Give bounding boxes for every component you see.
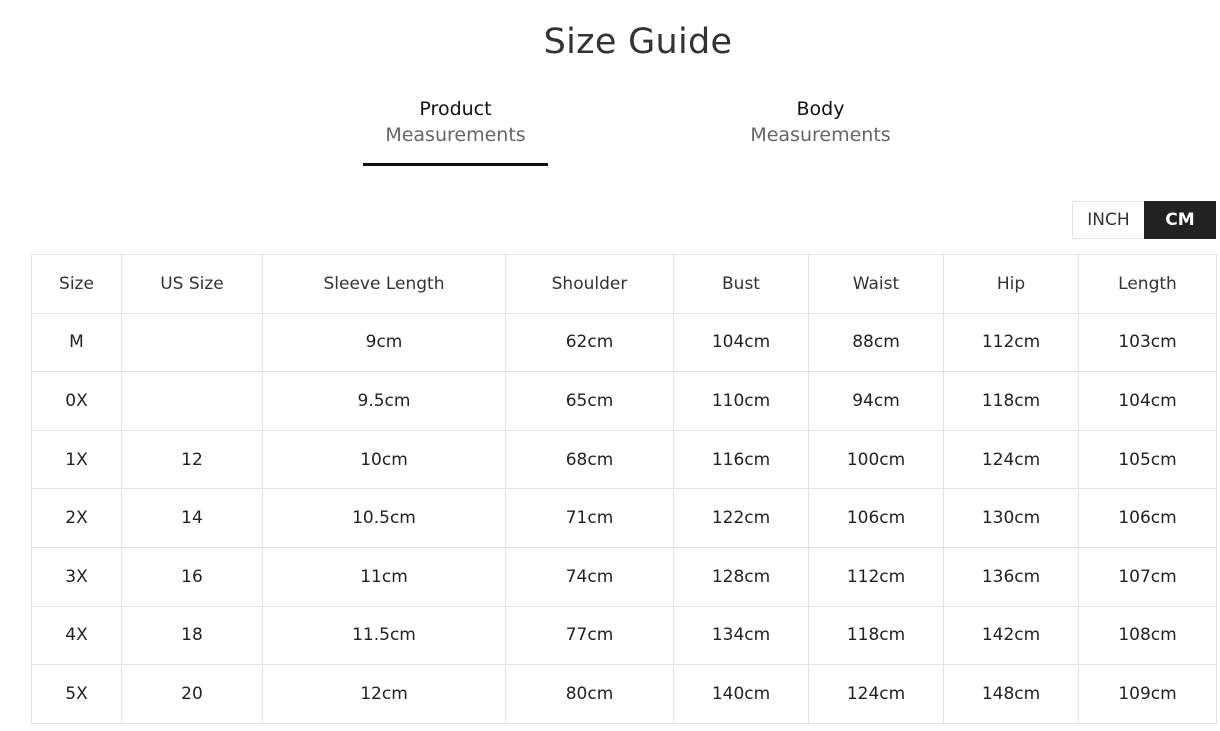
cell-bust: 110cm: [674, 372, 809, 431]
cell-us-size: 18: [122, 606, 263, 665]
cell-bust: 140cm: [674, 665, 809, 724]
cell-us-size: [122, 313, 263, 372]
cell-size: M: [32, 313, 122, 372]
cell-hip: 148cm: [944, 665, 1079, 724]
column-header-hip: Hip: [944, 255, 1079, 314]
column-header-us-size: US Size: [122, 255, 263, 314]
cell-shoulder: 68cm: [506, 430, 674, 489]
table-row: [32, 313, 1217, 372]
cell-shoulder: 71cm: [506, 489, 674, 548]
cell-length: 109cm: [1079, 665, 1217, 724]
cell-shoulder: 74cm: [506, 547, 674, 606]
cell-size: 0X: [32, 372, 122, 431]
cell-hip: 136cm: [944, 547, 1079, 606]
cell-length: 106cm: [1079, 489, 1217, 548]
cell-sleeve-length: 9.5cm: [263, 372, 506, 431]
cell-sleeve-length: 10cm: [263, 430, 506, 489]
cell-waist: 124cm: [809, 665, 944, 724]
cell-us-size: 14: [122, 489, 263, 548]
column-header-shoulder: Shoulder: [506, 255, 674, 314]
tab-label-line1: Product: [419, 98, 492, 120]
cell-sleeve-length: 9cm: [263, 313, 506, 372]
cell-us-size: 20: [122, 665, 263, 724]
cell-bust: 116cm: [674, 430, 809, 489]
cell-length: 108cm: [1079, 606, 1217, 665]
table-row: [32, 430, 1217, 489]
table-row: [32, 606, 1217, 665]
tab-product-measurements[interactable]: [363, 96, 548, 148]
table-row: [32, 547, 1217, 606]
tab-body-measurements[interactable]: [728, 96, 913, 148]
cell-bust: 122cm: [674, 489, 809, 548]
cell-shoulder: 65cm: [506, 372, 674, 431]
page-title: Size Guide: [543, 22, 733, 62]
cell-shoulder: 62cm: [506, 313, 674, 372]
cell-size: 1X: [32, 430, 122, 489]
cell-size: 2X: [32, 489, 122, 548]
size-table: [31, 254, 1217, 724]
cell-sleeve-length: 12cm: [263, 665, 506, 724]
cell-sleeve-length: 10.5cm: [263, 489, 506, 548]
inch-button[interactable]: INCH: [1072, 201, 1144, 239]
column-header-bust: Bust: [674, 255, 809, 314]
cell-us-size: 16: [122, 547, 263, 606]
cell-waist: 112cm: [809, 547, 944, 606]
cell-us-size: 12: [122, 430, 263, 489]
cell-length: 105cm: [1079, 430, 1217, 489]
tab-label-line1: Body: [796, 98, 845, 120]
cell-waist: 106cm: [809, 489, 944, 548]
cell-shoulder: 80cm: [506, 665, 674, 724]
cell-sleeve-length: 11cm: [263, 547, 506, 606]
cell-hip: 130cm: [944, 489, 1079, 548]
tab-label-line2: Measurements: [750, 124, 891, 146]
table-header-row: [32, 255, 1217, 314]
cell-hip: 124cm: [944, 430, 1079, 489]
active-tab-underline: [363, 163, 548, 166]
unit-toggle: [1072, 201, 1216, 239]
column-header-size: Size: [32, 255, 122, 314]
cell-hip: 112cm: [944, 313, 1079, 372]
cell-shoulder: 77cm: [506, 606, 674, 665]
cell-bust: 104cm: [674, 313, 809, 372]
column-header-length: Length: [1079, 255, 1217, 314]
cell-size: 3X: [32, 547, 122, 606]
table-row: [32, 489, 1217, 548]
cell-size: 5X: [32, 665, 122, 724]
cell-waist: 118cm: [809, 606, 944, 665]
cell-sleeve-length: 11.5cm: [263, 606, 506, 665]
cell-bust: 128cm: [674, 547, 809, 606]
cell-length: 107cm: [1079, 547, 1217, 606]
cell-hip: 118cm: [944, 372, 1079, 431]
column-header-waist: Waist: [809, 255, 944, 314]
column-header-sleeve-length: Sleeve Length: [263, 255, 506, 314]
table-row: [32, 665, 1217, 724]
cell-bust: 134cm: [674, 606, 809, 665]
cell-waist: 94cm: [809, 372, 944, 431]
cell-hip: 142cm: [944, 606, 1079, 665]
cell-length: 103cm: [1079, 313, 1217, 372]
cell-us-size: [122, 372, 263, 431]
cell-size: 4X: [32, 606, 122, 665]
tab-label-line2: Measurements: [385, 124, 526, 146]
table-row: [32, 372, 1217, 431]
cm-button[interactable]: CM: [1144, 201, 1216, 239]
cell-length: 104cm: [1079, 372, 1217, 431]
cell-waist: 88cm: [809, 313, 944, 372]
cell-waist: 100cm: [809, 430, 944, 489]
